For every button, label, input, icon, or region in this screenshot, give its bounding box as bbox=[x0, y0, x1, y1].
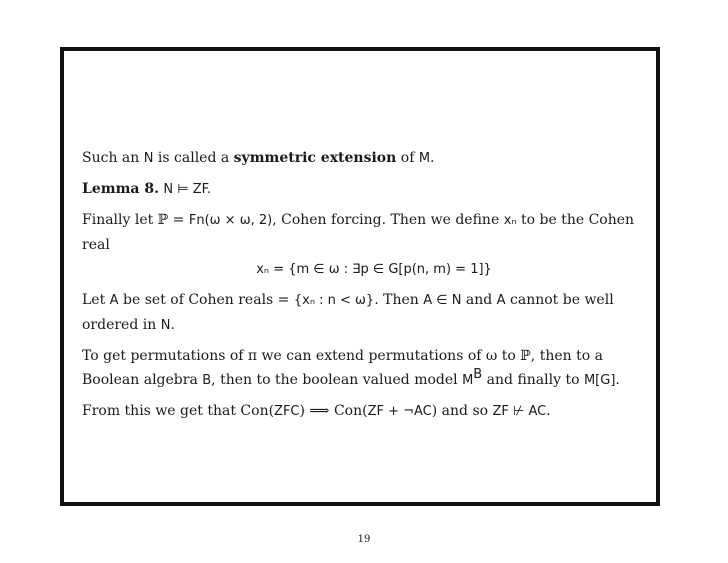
text-run: cannot be well bbox=[505, 292, 614, 308]
math-run: ZF ⊬ AC bbox=[492, 404, 547, 419]
defined-term: symmetric extension bbox=[233, 150, 397, 166]
superscript: B bbox=[473, 367, 483, 382]
text-run: ordered in bbox=[82, 317, 161, 333]
paragraph-line: To get permutations of π we can extend permutations of ω to ℙ, then to a bbox=[82, 348, 603, 364]
math-run: M[G] bbox=[583, 373, 616, 388]
paragraph-cohen-reals bbox=[82, 288, 656, 338]
paragraph-line bbox=[82, 208, 656, 233]
definition-line bbox=[82, 146, 656, 171]
math-run: A bbox=[109, 293, 119, 308]
text-run: From this we get that Con( bbox=[82, 403, 275, 419]
text-run: . bbox=[546, 403, 551, 419]
text-run: Let bbox=[82, 292, 110, 308]
text-run: of bbox=[396, 150, 419, 166]
text-run: . Then bbox=[374, 292, 424, 308]
paragraph-line bbox=[82, 368, 656, 393]
text-run: . bbox=[430, 150, 435, 166]
text-run: . bbox=[170, 317, 175, 333]
math-run: A ∈ N bbox=[423, 293, 462, 308]
display-equation: xₙ = {m ∈ ω : ∃p ∈ G[p(n, m) = 1]} bbox=[256, 262, 492, 277]
text-run: Such an bbox=[82, 150, 144, 166]
math-run: Fn(ω × ω, 2) bbox=[188, 213, 273, 228]
text-run: ) ⟹ Con( bbox=[299, 403, 368, 419]
paragraph-line bbox=[82, 313, 656, 338]
lemma-statement bbox=[82, 177, 656, 202]
math-run: N ⊨ ZF. bbox=[163, 182, 212, 197]
math-run: ZFC bbox=[274, 404, 300, 419]
text-run: Finally let ℙ = bbox=[82, 212, 189, 228]
math-run: N bbox=[160, 318, 171, 333]
math-run: xₙ bbox=[503, 213, 517, 228]
text-run: , then to the boolean valued model bbox=[211, 372, 463, 388]
text-run: is called a bbox=[153, 150, 234, 166]
text-run: Boolean algebra bbox=[82, 372, 203, 388]
paragraph-line bbox=[82, 399, 656, 424]
page-number: 19 bbox=[357, 534, 371, 545]
math-run: A bbox=[496, 293, 506, 308]
math-run: {xₙ : n < ω} bbox=[293, 293, 375, 308]
paragraph-permutations bbox=[82, 344, 656, 393]
paragraph-line bbox=[82, 288, 656, 313]
lemma-label: Lemma 8. bbox=[82, 181, 159, 197]
math-run: N bbox=[143, 151, 154, 166]
math-run: M bbox=[462, 373, 474, 388]
paragraph-line: real bbox=[82, 237, 110, 253]
text-run: and bbox=[461, 292, 497, 308]
paragraph-conclusion bbox=[82, 399, 656, 424]
text-run: , Cohen forcing. Then we define bbox=[272, 212, 504, 228]
text-run: be set of Cohen reals = bbox=[118, 292, 294, 308]
math-run: B bbox=[202, 373, 212, 388]
text-run: ) and so bbox=[431, 403, 493, 419]
text-run: to be the Cohen bbox=[516, 212, 635, 228]
text-run: . bbox=[615, 372, 620, 388]
text-run: and finally to bbox=[482, 372, 584, 388]
paragraph-cohen-forcing bbox=[82, 208, 656, 282]
math-run: M bbox=[418, 151, 431, 166]
slide-content bbox=[82, 146, 656, 430]
math-run: ZF + ¬AC bbox=[367, 404, 432, 419]
